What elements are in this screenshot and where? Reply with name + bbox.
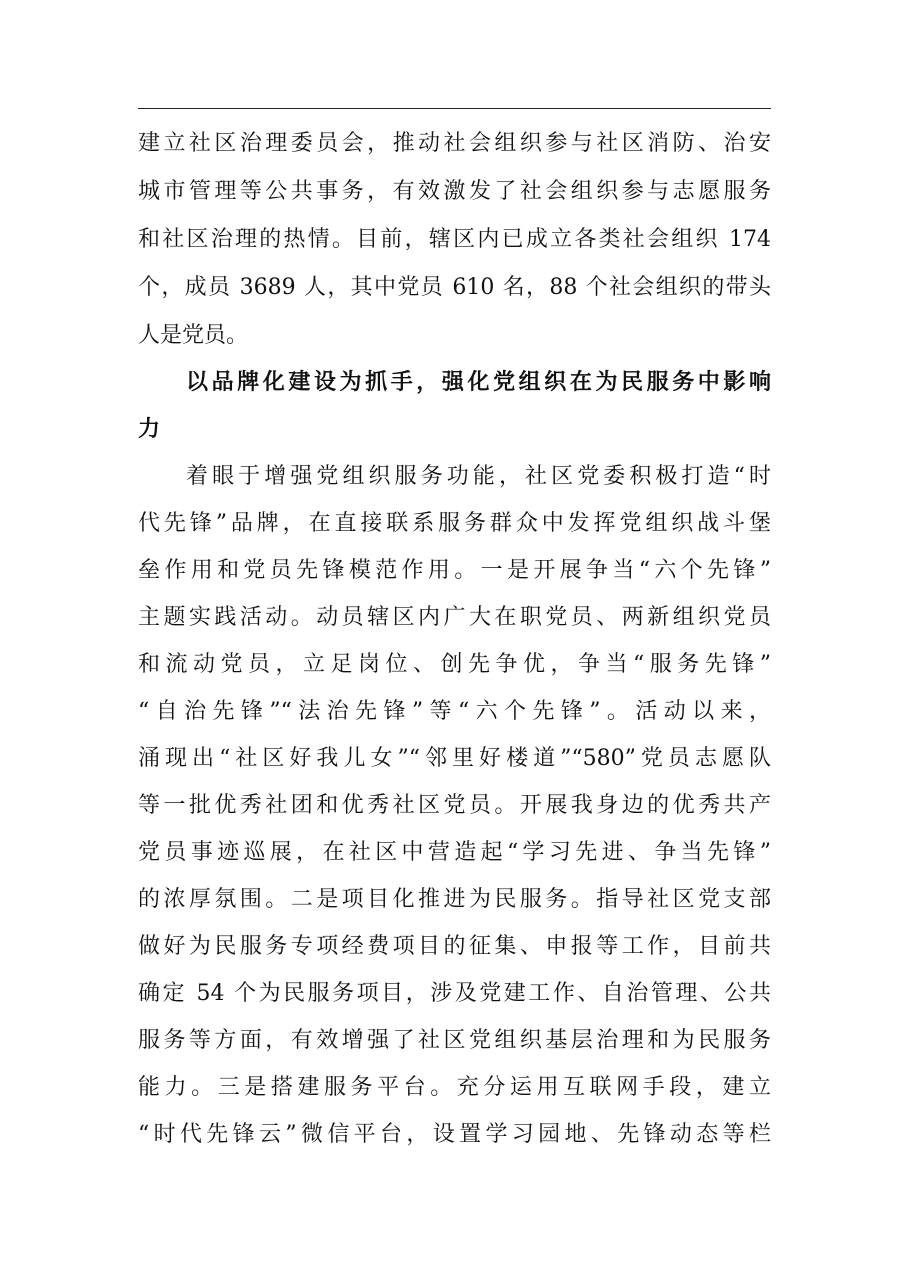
header-rule [138,108,771,109]
text-line: 服务等方面，有效增强了社区党组织基层治理和为民服务 [138,1028,771,1053]
text-line: 着眼于增强党组织服务功能，社区党委积极打造“时 [186,464,771,489]
text-line: 等一批优秀社团和优秀社区党员。开展我身边的优秀共产 [138,793,771,818]
text-line: “自治先锋”“法治先锋”等“六个先锋”。活动以来， [138,699,771,724]
text-line: 做好为民服务专项经费项目的征集、申报等工作，目前共 [138,934,771,959]
section-heading: 以品牌化建设为抓手，强化党组织在为民服务中影响 [186,370,771,395]
text-line: 和流动党员，立足岗位、创先争优，争当“服务先锋” [138,652,771,677]
text-line: 建立社区治理委员会，推动社会组织参与社区消防、治安 [138,131,771,156]
text-line: 代先锋”品牌，在直接联系服务群众中发挥党组织战斗堡 [138,511,771,536]
text-line: 党员事迹巡展，在社区中营造起“学习先进、争当先锋” [138,840,771,865]
text-line: 城市管理等公共事务，有效激发了社会组织参与志愿服务 [138,179,771,204]
text-line: 个，成员 3689 人，其中党员 610 名，88 个社会组织的带头 [138,275,771,300]
text-line: 的浓厚氛围。二是项目化推进为民服务。指导社区党支部 [138,887,771,912]
text-line: “时代先锋云”微信平台，设置学习园地、先锋动态等栏 [138,1122,771,1147]
text-line: 主题实践活动。动员辖区内广大在职党员、两新组织党员 [138,605,771,630]
text-line: 确定 54 个为民服务项目，涉及党建工作、自治管理、公共 [138,981,771,1006]
text-line: 和社区治理的热情。目前，辖区内已成立各类社会组织 174 [138,227,771,252]
text-line: 涌现出“社区好我儿女”“邻里好楼道”“580”党员志愿队 [138,746,771,771]
text-line: 人是党员。 [138,323,249,348]
text-line: 能力。三是搭建服务平台。充分运用互联网手段，建立 [138,1075,771,1100]
text-line: 垒作用和党员先锋模范作用。一是开展争当“六个先锋” [138,558,771,583]
section-heading: 力 [138,417,161,442]
